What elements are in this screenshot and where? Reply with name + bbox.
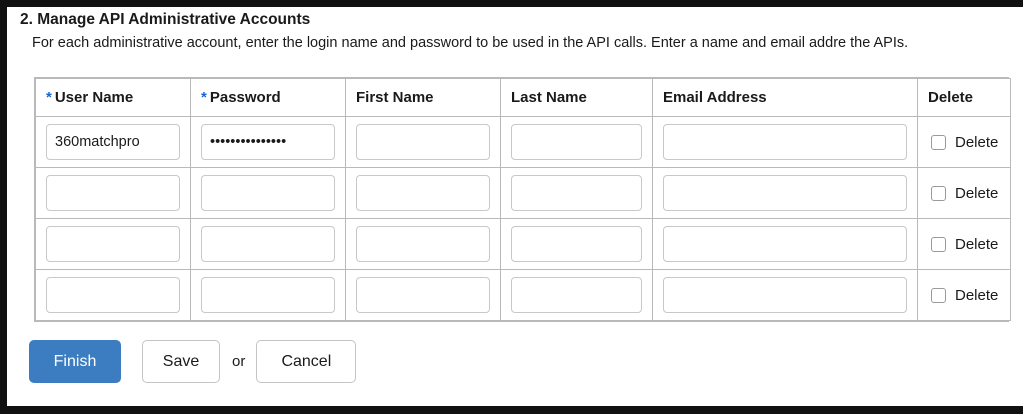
column-header-last-name	[501, 79, 653, 117]
cell-inner	[653, 277, 917, 313]
email-address-input[interactable]	[663, 226, 907, 262]
cell-inner	[36, 226, 190, 262]
cell-inner	[501, 175, 652, 211]
delete-control[interactable]	[918, 185, 1010, 202]
table-row	[36, 168, 1011, 219]
cell-email-address	[653, 270, 918, 321]
column-header-email-address-label: Email Address	[663, 89, 767, 106]
cell-delete	[918, 168, 1011, 219]
cell-delete	[918, 270, 1011, 321]
table-row	[36, 270, 1011, 321]
cell-delete	[918, 117, 1011, 168]
column-header-password	[191, 79, 346, 117]
cell-inner	[653, 124, 917, 160]
cell-inner	[36, 175, 190, 211]
cell-first-name	[346, 219, 501, 270]
cell-inner	[36, 124, 190, 160]
delete-control[interactable]	[918, 236, 1010, 253]
email-address-input[interactable]	[663, 175, 907, 211]
last-name-input[interactable]	[511, 226, 642, 262]
cell-inner	[653, 226, 917, 262]
cell-password	[191, 219, 346, 270]
cell-first-name	[346, 168, 501, 219]
cell-email-address	[653, 168, 918, 219]
table-row	[36, 219, 1011, 270]
delete-label: Delete	[955, 133, 999, 151]
required-asterisk-password: *	[201, 89, 207, 106]
cell-user-name	[36, 219, 191, 270]
email-address-input[interactable]	[663, 124, 907, 160]
last-name-input[interactable]	[511, 277, 642, 313]
delete-checkbox[interactable]	[931, 135, 946, 150]
page-edge-top	[0, 0, 1023, 7]
section-description: For each administrative account, enter the login name and password to be used in the API calls. Enter a name and email addre the APIs.	[32, 35, 909, 51]
save-button[interactable]: Save	[142, 340, 220, 383]
delete-checkbox[interactable]	[931, 288, 946, 303]
cell-last-name	[501, 270, 653, 321]
finish-button[interactable]: Finish	[29, 340, 121, 383]
page-edge-left	[0, 0, 7, 414]
user-name-input[interactable]	[46, 175, 180, 211]
delete-label: Delete	[955, 184, 999, 202]
cell-password	[191, 270, 346, 321]
cell-inner	[346, 124, 500, 160]
first-name-input[interactable]	[356, 226, 490, 262]
cell-inner	[36, 277, 190, 313]
section-title: 2. Manage API Administrative Accounts	[20, 11, 311, 28]
column-header-first-name	[346, 79, 501, 117]
cell-inner	[346, 277, 500, 313]
form-actions	[29, 340, 356, 383]
table-header-row	[36, 79, 1011, 117]
cell-delete	[918, 219, 1011, 270]
cell-last-name	[501, 168, 653, 219]
cell-inner	[191, 175, 345, 211]
cell-inner	[501, 226, 652, 262]
cell-first-name	[346, 270, 501, 321]
cell-user-name	[36, 168, 191, 219]
column-header-delete	[918, 79, 1011, 117]
cell-last-name	[501, 219, 653, 270]
column-header-email-address	[653, 79, 918, 117]
delete-label: Delete	[955, 286, 999, 304]
first-name-input[interactable]	[356, 124, 490, 160]
last-name-input[interactable]	[511, 124, 642, 160]
api-accounts-table	[35, 78, 1011, 321]
delete-checkbox[interactable]	[931, 237, 946, 252]
cell-inner	[191, 124, 345, 160]
cell-inner	[191, 226, 345, 262]
password-input[interactable]	[201, 277, 335, 313]
cell-email-address	[653, 117, 918, 168]
delete-checkbox[interactable]	[931, 186, 946, 201]
cell-inner	[501, 277, 652, 313]
column-header-last-name-label: Last Name	[511, 89, 587, 106]
password-input[interactable]	[201, 124, 335, 160]
cell-user-name	[36, 117, 191, 168]
api-accounts-table-wrapper	[34, 77, 1009, 322]
password-input[interactable]	[201, 226, 335, 262]
user-name-input[interactable]	[46, 124, 180, 160]
password-input[interactable]	[201, 175, 335, 211]
cancel-button[interactable]: Cancel	[256, 340, 356, 383]
column-header-user-name-label: User Name	[54, 89, 134, 106]
or-separator: or	[232, 353, 246, 370]
cell-inner	[346, 175, 500, 211]
column-header-delete-label: Delete	[928, 89, 974, 106]
column-header-password-label: Password	[209, 89, 281, 106]
cell-last-name	[501, 117, 653, 168]
email-address-input[interactable]	[663, 277, 907, 313]
cell-inner	[346, 226, 500, 262]
required-asterisk-user-name: *	[46, 89, 52, 106]
cell-inner	[191, 277, 345, 313]
user-name-input[interactable]	[46, 277, 180, 313]
delete-label: Delete	[955, 235, 999, 253]
cell-password	[191, 117, 346, 168]
form-content	[7, 7, 1023, 406]
cell-inner	[501, 124, 652, 160]
page-edge-bottom	[0, 406, 1023, 414]
cell-inner	[653, 175, 917, 211]
cell-user-name	[36, 270, 191, 321]
column-header-first-name-label: First Name	[356, 89, 434, 106]
table-row	[36, 117, 1011, 168]
cell-password	[191, 168, 346, 219]
cell-email-address	[653, 219, 918, 270]
delete-control[interactable]	[918, 134, 1010, 151]
delete-control[interactable]	[918, 287, 1010, 304]
cell-first-name	[346, 117, 501, 168]
first-name-input[interactable]	[356, 277, 490, 313]
last-name-input[interactable]	[511, 175, 642, 211]
user-name-input[interactable]	[46, 226, 180, 262]
first-name-input[interactable]	[356, 175, 490, 211]
column-header-user-name	[36, 79, 191, 117]
